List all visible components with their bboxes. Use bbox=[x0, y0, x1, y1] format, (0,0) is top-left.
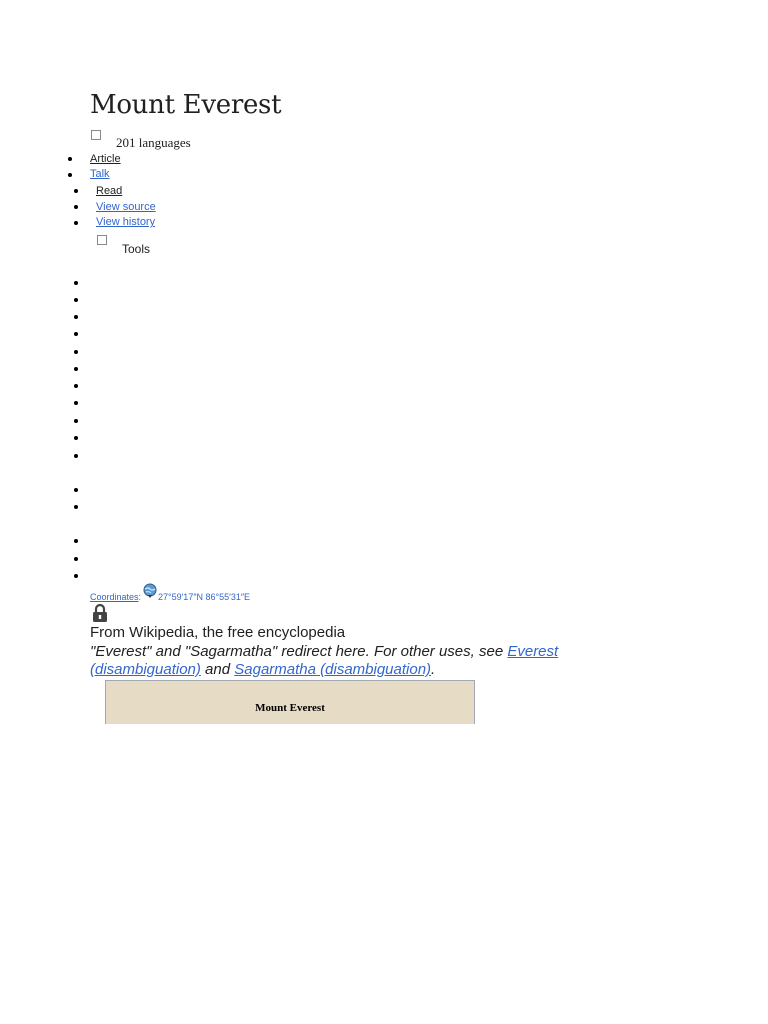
list-bullet bbox=[74, 505, 78, 509]
list-bullet bbox=[74, 488, 78, 492]
sagarmatha-disambiguation-link[interactable]: Sagarmatha (disambiguation) bbox=[234, 661, 432, 678]
list-bullet bbox=[74, 367, 78, 371]
list-bullet bbox=[74, 419, 78, 423]
list-bullet bbox=[74, 221, 78, 225]
list-bullet bbox=[74, 574, 78, 578]
tab-view-history[interactable]: View history bbox=[96, 216, 156, 228]
list-bullet bbox=[74, 350, 78, 354]
list-bullet bbox=[74, 205, 78, 209]
page-title: Mount Everest bbox=[90, 90, 282, 120]
list-bullet bbox=[68, 157, 72, 161]
list-bullet bbox=[74, 454, 78, 458]
languages-label[interactable]: 201 languages bbox=[116, 135, 191, 150]
hatnote-text: and bbox=[200, 661, 235, 678]
coordinates-separator: : bbox=[138, 592, 142, 602]
tab-read[interactable]: Read bbox=[96, 185, 123, 197]
tab-view-source[interactable]: View source bbox=[96, 201, 156, 213]
list-bullet bbox=[74, 436, 78, 440]
tab-talk[interactable]: Talk bbox=[90, 168, 110, 180]
hatnote-text: "Everest" and "Sagarmatha" redirect here. For other uses, see bbox=[90, 643, 508, 660]
tab-article[interactable]: Article bbox=[90, 153, 121, 165]
tools-checkbox[interactable] bbox=[97, 235, 107, 245]
infobox bbox=[105, 680, 475, 724]
coordinates-link[interactable]: Coordinates bbox=[90, 592, 139, 602]
globe-icon[interactable] bbox=[142, 583, 158, 599]
list-bullet bbox=[74, 401, 78, 405]
list-bullet bbox=[74, 539, 78, 543]
list-bullet bbox=[68, 173, 72, 177]
coordinates-value[interactable]: 27°59′17″N 86°55′31″E bbox=[158, 592, 251, 602]
list-bullet bbox=[74, 315, 78, 319]
site-tagline: From Wikipedia, the free encyclopedia bbox=[90, 624, 346, 641]
lock-icon[interactable] bbox=[91, 603, 109, 623]
list-bullet bbox=[74, 557, 78, 561]
hatnote-text: . bbox=[431, 661, 436, 678]
list-bullet bbox=[74, 384, 78, 388]
list-bullet bbox=[74, 332, 78, 336]
hatnote bbox=[90, 643, 580, 679]
list-bullet bbox=[74, 298, 78, 302]
list-bullet bbox=[74, 281, 78, 285]
list-bullet bbox=[74, 189, 78, 193]
languages-checkbox[interactable] bbox=[91, 130, 101, 140]
coordinates bbox=[90, 592, 141, 602]
everest-disambiguation-link[interactable]: Everest (disambiguation) bbox=[90, 643, 559, 678]
tools-label[interactable]: Tools bbox=[122, 242, 151, 256]
infobox-title: Mount Everest bbox=[255, 702, 325, 714]
